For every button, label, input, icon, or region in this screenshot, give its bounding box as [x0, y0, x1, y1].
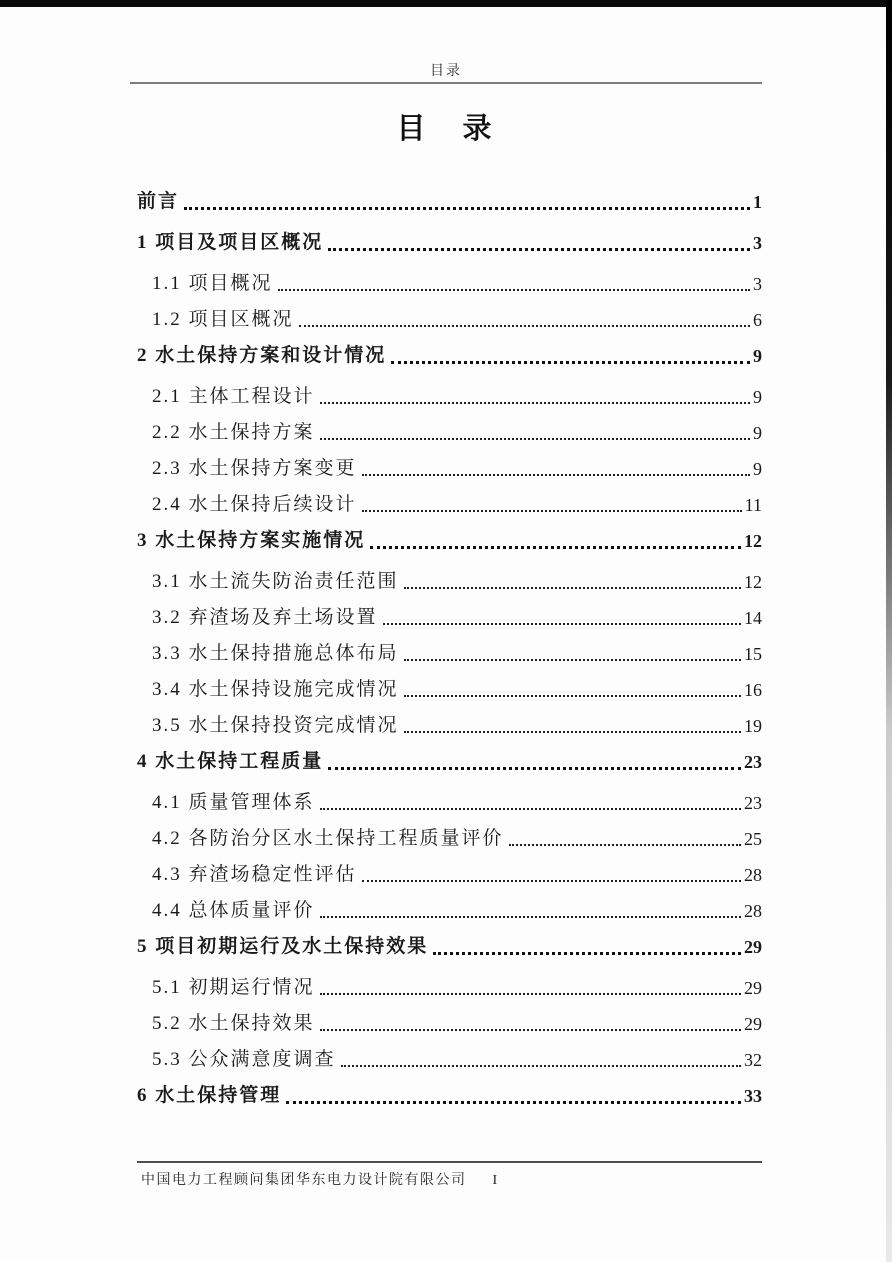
- toc-entry-label: 前言: [137, 191, 180, 212]
- toc-entry: [137, 530, 762, 552]
- toc-entry: [137, 273, 762, 295]
- dot-leader: [320, 438, 750, 440]
- toc-entry: [137, 792, 762, 814]
- dot-leader: [286, 1101, 741, 1104]
- dot-leader: [404, 587, 741, 589]
- toc-entry-label: 4.1 质量管理体系: [152, 792, 315, 813]
- toc-entry-page: 28: [744, 865, 762, 885]
- toc-entry-page: 23: [744, 752, 762, 772]
- toc-entry-page: 29: [744, 937, 762, 957]
- dot-leader: [362, 510, 742, 512]
- toc-entry-page: 28: [744, 901, 762, 921]
- toc-entry-page: 9: [753, 423, 762, 443]
- toc-entry-label: 3 水土保持方案实施情况: [137, 530, 366, 551]
- toc-entry: [137, 571, 762, 593]
- toc-entry-page: 14: [744, 608, 762, 628]
- toc-entry: [137, 936, 762, 958]
- toc-entry: [137, 309, 762, 331]
- dot-leader: [509, 844, 741, 846]
- toc-entry-label: 4 水土保持工程质量: [137, 751, 324, 772]
- dot-leader: [320, 402, 750, 404]
- toc-entry-page: 25: [744, 829, 762, 849]
- toc-entry: [137, 1013, 762, 1035]
- toc-entry: [137, 422, 762, 444]
- header-rule: [130, 82, 762, 84]
- toc-entry: [137, 1049, 762, 1071]
- toc-entry: [137, 191, 762, 213]
- dot-leader: [320, 1029, 741, 1031]
- dot-leader: [362, 880, 741, 882]
- scan-edge-right: [886, 0, 892, 1262]
- dot-leader: [320, 916, 741, 918]
- toc-entry-label: 4.3 弃渣场稳定性评估: [152, 864, 357, 885]
- toc-entry: [137, 715, 762, 737]
- toc-entry: [137, 643, 762, 665]
- toc-entry-page: 32: [744, 1050, 762, 1070]
- toc-entry-label: 1 项目及项目区概况: [137, 232, 324, 253]
- toc-entry: [137, 494, 762, 516]
- toc-entry-page: 12: [744, 531, 762, 551]
- toc-entry: [137, 977, 762, 999]
- toc-entry-page: 15: [744, 644, 762, 664]
- toc-entry-label: 6 水土保持管理: [137, 1085, 282, 1106]
- toc-entry-label: 4.4 总体质量评价: [152, 900, 315, 921]
- dot-leader: [328, 767, 741, 770]
- footer-page-number: I: [492, 1173, 499, 1188]
- toc-entry-page: 1: [753, 192, 762, 212]
- toc-entry-label: 3.1 水土流失防治责任范围: [152, 571, 399, 592]
- dot-leader: [404, 731, 741, 733]
- toc-entry: [137, 751, 762, 773]
- toc-entry-page: 3: [753, 274, 762, 294]
- dot-leader: [404, 659, 741, 661]
- toc-entry-label: 3.3 水土保持措施总体布局: [152, 643, 399, 664]
- toc-list: [0, 191, 892, 1107]
- toc-entry-label: 5.2 水土保持效果: [152, 1013, 315, 1034]
- toc-entry-page: 9: [753, 459, 762, 479]
- toc-entry: [137, 679, 762, 701]
- dot-leader: [320, 993, 741, 995]
- toc-entry: [137, 1085, 762, 1107]
- toc-entry: [137, 232, 762, 254]
- toc-entry-label: 5 项目初期运行及水土保持效果: [137, 936, 429, 957]
- footer-company: 中国电力工程顾问集团华东电力设计院有限公司: [141, 1173, 467, 1188]
- toc-entry-page: 19: [744, 716, 762, 736]
- toc-entry-label: 2.2 水土保持方案: [152, 422, 315, 443]
- toc-entry-page: 12: [744, 572, 762, 592]
- dot-leader: [184, 207, 750, 210]
- running-title: 目录: [430, 64, 462, 79]
- page-header: [0, 60, 892, 80]
- toc-entry-page: 33: [744, 1086, 762, 1106]
- dot-leader: [404, 695, 741, 697]
- dot-leader: [328, 248, 750, 251]
- toc-entry-page: 16: [744, 680, 762, 700]
- toc-entry: [137, 900, 762, 922]
- toc-entry-label: 5.1 初期运行情况: [152, 977, 315, 998]
- scan-edge-top: [0, 0, 892, 7]
- toc-entry-label: 1.2 项目区概况: [152, 309, 294, 330]
- toc-entry-page: 3: [753, 233, 762, 253]
- toc-title: 目 录: [396, 113, 496, 145]
- toc-entry-label: 3.2 弃渣场及弃土场设置: [152, 607, 378, 628]
- toc-entry-page: 9: [753, 387, 762, 407]
- page-footer: [141, 1169, 499, 1189]
- toc-entry: [137, 345, 762, 367]
- dot-leader: [341, 1065, 741, 1067]
- dot-leader: [370, 546, 741, 549]
- toc-entry-label: 2.1 主体工程设计: [152, 386, 315, 407]
- dot-leader: [320, 808, 741, 810]
- dot-leader: [391, 361, 750, 364]
- toc-entry: [137, 864, 762, 886]
- toc-entry-page: 9: [753, 346, 762, 366]
- dot-leader: [278, 289, 750, 291]
- footer-rule: [137, 1161, 762, 1163]
- toc-entry-label: 1.1 项目概况: [152, 273, 273, 294]
- toc-entry-label: 2.4 水土保持后续设计: [152, 494, 357, 515]
- toc-entry-page: 29: [744, 1014, 762, 1034]
- dot-leader: [362, 474, 750, 476]
- toc-entry-label: 2 水土保持方案和设计情况: [137, 345, 387, 366]
- toc-entry-label: 3.4 水土保持设施完成情况: [152, 679, 399, 700]
- toc-entry: [137, 607, 762, 629]
- toc-entry: [137, 828, 762, 850]
- toc-entry-page: 29: [744, 978, 762, 998]
- toc-entry: [137, 458, 762, 480]
- toc-entry-page: 11: [744, 495, 762, 515]
- toc-entry-page: 6: [753, 310, 762, 330]
- dot-leader: [383, 623, 741, 625]
- toc-entry-label: 5.3 公众满意度调查: [152, 1049, 336, 1070]
- toc-entry: [137, 386, 762, 408]
- dot-leader: [433, 952, 741, 955]
- toc-entry-label: 2.3 水土保持方案变更: [152, 458, 357, 479]
- toc-entry-label: 4.2 各防治分区水土保持工程质量评价: [152, 828, 504, 849]
- dot-leader: [299, 325, 750, 327]
- toc-entry-label: 3.5 水土保持投资完成情况: [152, 715, 399, 736]
- toc-entry-page: 23: [744, 793, 762, 813]
